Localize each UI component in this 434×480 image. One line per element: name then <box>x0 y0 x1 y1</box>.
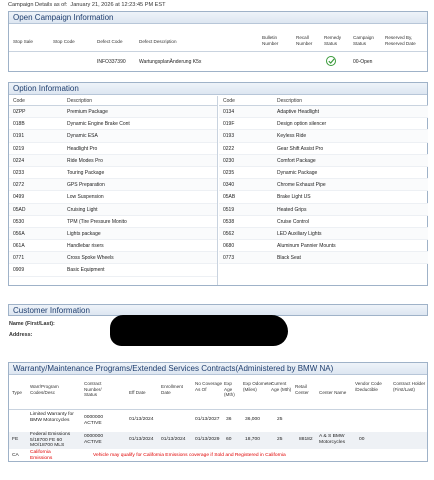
option-description: LED Auxiliary Lights <box>277 230 322 237</box>
option-row <box>219 240 428 252</box>
col-stop-code: Stop Code <box>53 39 75 44</box>
col-vendor-code: Vendor Code /Deductible <box>355 381 382 392</box>
remedy-check-icon <box>326 56 336 66</box>
options-right-rows <box>219 106 428 264</box>
open-campaign-title: Open Campaign Information <box>9 12 427 24</box>
customer-name-label: Name (First/Last): <box>9 321 55 327</box>
option-row <box>9 167 217 179</box>
option-description: Comfort Package <box>277 157 316 164</box>
warranty-row-federal <box>9 432 427 449</box>
col-description: Description <box>67 98 93 104</box>
col-program: Warr/Program Codes/Desc <box>30 384 59 395</box>
row-program: Limited Warranty for BMW Motorcycles <box>30 412 74 423</box>
option-description: Cruise Control <box>277 218 309 225</box>
option-description: Design option silencer <box>277 121 327 128</box>
option-description: Ride Modes Pro <box>67 157 103 164</box>
customer-information-title: Customer Information <box>8 304 428 316</box>
col-type: Type <box>12 390 22 395</box>
option-code: 0134 <box>223 109 235 115</box>
option-code: 05AB <box>223 194 236 201</box>
row-exp-odometer: 36,000 <box>245 417 260 422</box>
option-description: Lights package <box>67 230 101 237</box>
option-description: Premium Package <box>67 109 108 115</box>
option-information-panel <box>8 82 428 286</box>
option-description: Cruising Light <box>67 206 98 213</box>
warranty-panel <box>8 362 428 462</box>
option-row <box>219 106 428 118</box>
option-description: Cross Spoke Wheels <box>67 255 114 262</box>
row-current-age: 25 <box>277 417 283 422</box>
row-center-name: A & S BMW Motorcycles <box>319 434 346 445</box>
col-exp-odometer: Exp Odometer (Miles) <box>243 381 273 392</box>
option-code: 0909 <box>13 267 25 274</box>
row-retail-center: 88182 <box>299 437 313 442</box>
option-code: 0ZPP <box>13 109 26 115</box>
row-program: Federal Emissions 5/18700 FE 60 MO/18700 MLS <box>30 432 71 449</box>
option-code: 0680 <box>223 243 235 250</box>
option-row <box>9 191 217 203</box>
campaign-timestamp <box>8 2 166 8</box>
col-bulletin-number: Bulletin Number <box>262 35 279 46</box>
option-code: 0773 <box>223 255 235 262</box>
option-row <box>219 179 428 191</box>
option-row <box>9 216 217 228</box>
option-row <box>9 143 217 155</box>
options-right-column <box>219 96 428 285</box>
option-row <box>219 204 428 216</box>
option-code: 0562 <box>223 230 235 237</box>
warranty-row-limited <box>9 411 427 431</box>
customer-address-label: Address: <box>9 332 33 338</box>
row-vendor-code: 00 <box>359 437 365 442</box>
customer-information-panel <box>8 304 428 356</box>
campaign-table-header <box>9 25 427 52</box>
col-campaign-status: Campaign Status <box>353 35 374 46</box>
option-description: Gear Shift Assist Pro <box>277 145 324 152</box>
row-exp-age: 60 <box>226 437 232 442</box>
option-description: Adaptive Headlight <box>277 109 319 115</box>
campaign-status: 00-Open <box>353 59 373 65</box>
option-row <box>219 252 428 264</box>
option-row <box>9 106 217 118</box>
col-code: Code <box>13 98 25 104</box>
option-description: Low Suspension <box>67 194 104 201</box>
row-program-california: California Emissions <box>30 450 53 461</box>
row-contract: 0000000 ACTIVE <box>84 434 104 445</box>
col-remedy-status: Remedy Status <box>324 35 342 46</box>
california-coverage-note: Vehicle may qualify for California Emissions coverage if Sold and Registered in California <box>93 453 286 458</box>
option-description: TPM (Tire Pressure Monito <box>67 218 127 225</box>
option-code: 0499 <box>13 194 25 201</box>
row-no-coverage: 01/13/2029 <box>195 437 220 442</box>
row-enrollment: 01/13/2024 <box>161 437 186 442</box>
option-code: 0224 <box>13 157 25 164</box>
campaign-row <box>9 53 427 72</box>
option-code: 0530 <box>13 218 25 225</box>
row-type: CA <box>12 453 19 458</box>
row-exp-age: 36 <box>226 417 232 422</box>
option-code: 0538 <box>223 218 235 225</box>
option-row <box>9 264 217 276</box>
col-stop-sale: Stop Sale <box>13 39 33 44</box>
option-row <box>9 118 217 130</box>
option-row <box>9 179 217 191</box>
option-code: 0219 <box>13 145 25 152</box>
warranty-table-header <box>9 376 427 410</box>
option-code: 0233 <box>13 169 25 176</box>
timestamp-label: Campaign Details as of: <box>8 2 68 8</box>
col-description: Description <box>277 98 303 104</box>
option-description: Headlight Pro <box>67 145 98 152</box>
option-row <box>219 118 428 130</box>
col-eff-date: Eff Date <box>129 390 146 395</box>
col-center-name: Center Name <box>319 390 347 395</box>
option-code: 05AD <box>13 206 26 213</box>
col-exp-age: Exp Age (Mth) <box>224 381 235 398</box>
option-description: Keyless Ride <box>277 133 307 140</box>
col-defect-description: Defect Description <box>139 39 177 44</box>
option-code: 0272 <box>13 182 25 189</box>
option-row <box>9 155 217 167</box>
col-reserved: Reserved By, Reserved Date <box>385 35 416 46</box>
option-row <box>9 228 217 240</box>
defect-code: INFO337390 <box>97 59 126 65</box>
option-row <box>9 240 217 252</box>
option-row <box>219 167 428 179</box>
timestamp-value: January 21, 2026 at 12:23:45 PM EST <box>70 2 166 8</box>
options-right-header <box>219 96 428 106</box>
option-description: Touring Package <box>67 169 105 176</box>
option-description: Heated Grips <box>277 206 307 213</box>
col-defect-code: Defect Code <box>97 39 123 44</box>
col-no-coverage: No Coverage As Of <box>195 381 223 392</box>
redaction-block <box>110 315 288 346</box>
option-row <box>219 143 428 155</box>
option-row <box>219 228 428 240</box>
col-current-age: Current Age (Mth) <box>271 381 292 392</box>
row-type: FE <box>12 437 19 442</box>
option-description: Chrome Exhaust Pipe <box>277 182 326 189</box>
option-code: 0230 <box>223 157 235 164</box>
row-exp-odometer: 18,700 <box>245 437 260 442</box>
option-row <box>219 130 428 142</box>
row-current-age: 25 <box>277 437 283 442</box>
row-contract: 0000000 ACTIVE <box>84 415 104 426</box>
option-code: 018B <box>13 121 25 128</box>
option-code: 0235 <box>223 169 235 176</box>
option-description: Dynamic Package <box>277 169 318 176</box>
defect-description: WartungsplanÄnderung K5x <box>139 59 202 65</box>
option-information-title: Option Information <box>9 83 427 95</box>
row-no-coverage: 01/13/2027 <box>195 417 220 422</box>
row-eff-date: 01/13/2024 <box>129 437 154 442</box>
options-left-header <box>9 96 217 106</box>
open-campaign-panel <box>8 11 428 72</box>
option-code: 061A <box>13 243 25 250</box>
option-description: Handlebar risers <box>67 243 104 250</box>
option-row <box>9 252 217 264</box>
col-enrollment: Enrollment Date <box>161 384 183 395</box>
col-contract-holder: Contract Holder (First/Last) <box>393 381 426 392</box>
option-code: 0771 <box>13 255 25 262</box>
option-description: Aluminum Pannier Mounts <box>277 243 336 250</box>
option-description: Dynamic ESA <box>67 133 98 140</box>
option-code: 019F <box>223 121 235 128</box>
row-eff-date: 01/13/2024 <box>129 417 154 422</box>
option-code: 056A <box>13 230 25 237</box>
option-description: Black Seat <box>277 255 301 262</box>
option-row <box>219 216 428 228</box>
option-row <box>9 130 217 142</box>
option-description: Basic Equipment <box>67 267 105 274</box>
option-code: 0340 <box>223 182 235 189</box>
option-code: 0191 <box>13 133 25 140</box>
options-left-rows <box>9 106 217 277</box>
col-recall-number: Recall Number <box>296 35 313 46</box>
option-description: Brake Light US <box>277 194 311 201</box>
warranty-row-california <box>9 450 427 462</box>
col-code: Code <box>223 98 235 104</box>
option-row <box>9 204 217 216</box>
option-row <box>219 191 428 203</box>
option-code: 0519 <box>223 206 235 213</box>
option-code: 0193 <box>223 133 235 140</box>
option-code: 0222 <box>223 145 235 152</box>
col-contract: Contract Number/ Status <box>84 381 102 398</box>
option-row <box>219 155 428 167</box>
options-left-column <box>9 96 218 285</box>
col-retail-center: Retail Center <box>295 384 309 395</box>
warranty-title: Warranty/Maintenance Programs/Extended Services Contracts(Administered by BMW NA) <box>9 363 427 375</box>
option-description: Dynamic Engine Brake Cont <box>67 121 130 128</box>
option-description: GPS Preparation <box>67 182 105 189</box>
